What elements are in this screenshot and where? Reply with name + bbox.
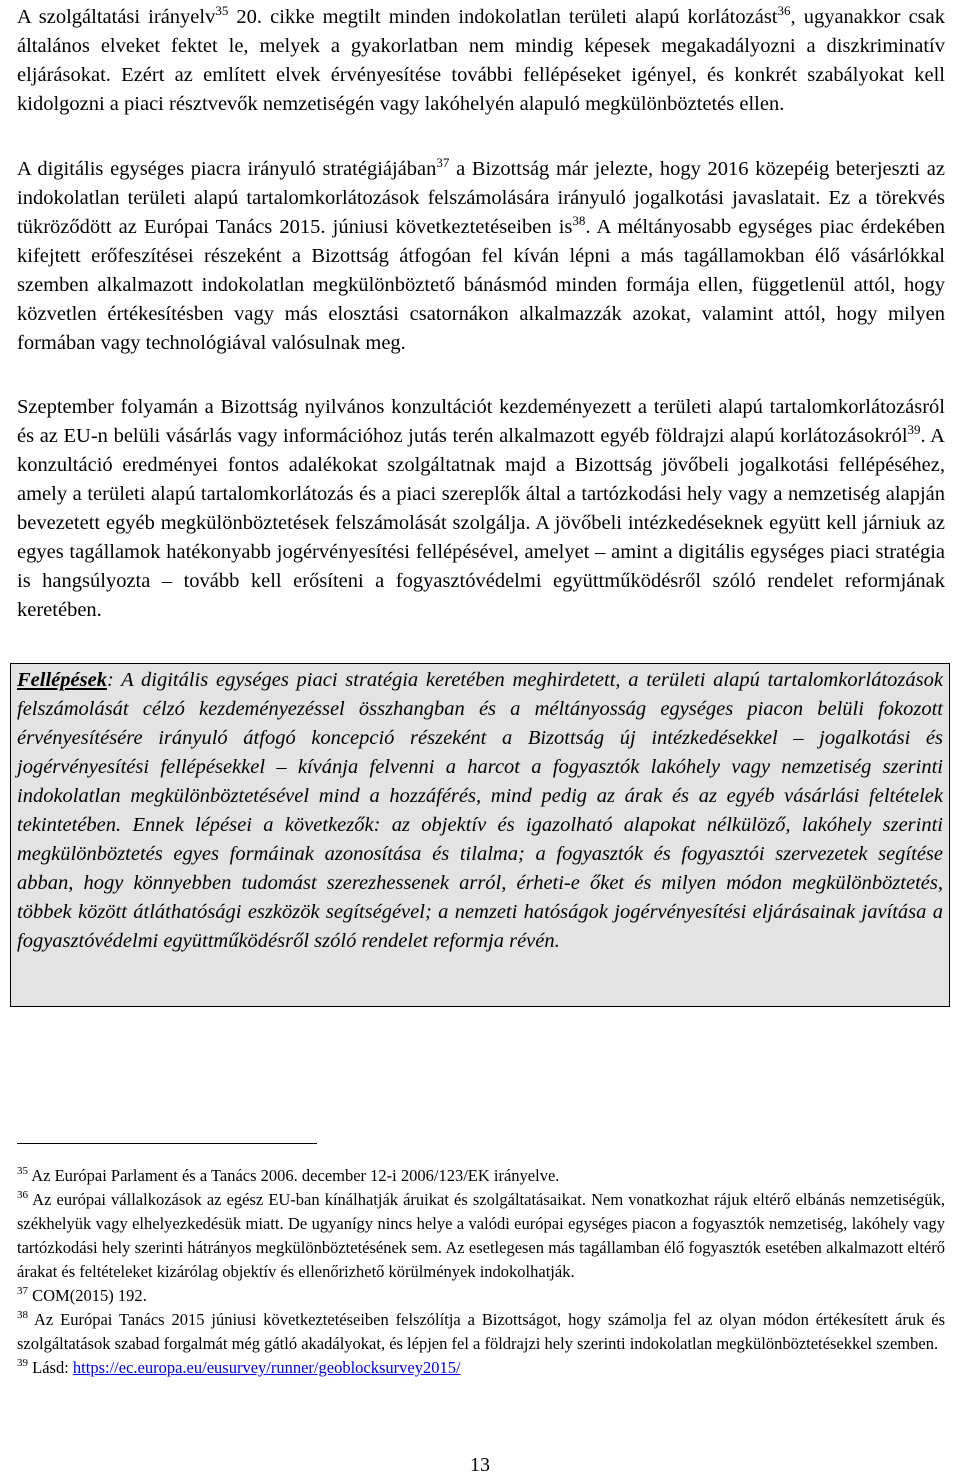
paragraph-text: . A konzultáció eredményei fontos adalékokat szolgáltatnak majd a Bizottság jövőbeli jogalkotási fellépéséhez, amely a területi alapú tartalomkorlátozás és a piaci szereplők által a tartózkodási hely vagy a nemzetiség alapján bevezetett egyéb megkülönböztetések felszámolását szolgálja. A jövőbeli intézkedéseknek együtt kell járniuk az egyes tagállamok hatékonyabb jogérvényesítési fellépésével, amelyet – amint a digitális egységes piaci stratégia is hangsúlyozta – tovább kell erősíteni a fogyasztóvédelmi együttműködésről szóló rendelet reformjának keretében. [17,425,945,621]
footnote-number: 38 [17,1309,28,1321]
actions-colon: : [106,669,114,691]
paragraph-consultation [17,393,945,625]
footnote-text: Lásd: [28,1358,73,1377]
footnote [17,1164,945,1188]
footnotes [17,1164,945,1380]
footnote-number: 37 [17,1285,28,1297]
paragraph-text: Szeptember folyamán a Bizottság nyilvános konzultációt kezdeményezett a területi alapú tartalomkorlátozásról és az EU-n belüli vásárlás vagy információhoz jutás terén alkalmazott egyéb földrajzi alapú korlátozásokról [17,396,945,447]
footnote [17,1188,945,1284]
actions-body: A digitális egységes piaci stratégia keretében meghirdetett, a területi alapú tartalomkorlátozások felszámolását célzó kezdeményezéssel összhangban és a méltányosság egységes piacon belüli fokozott érvényesítésére irányuló átfogó koncepció részeként a Bizottság új intézkedésekkel – jogalkotási és jogérvényesítési fellépésekkel – kívánja felvenni a harcot a fogyasztók lakóhely vagy nemzetiség szerinti indokolatlan megkülönböztetésével mind a hozzáférés, mind pedig az árak és az egyéb vásárlási feltételek tekintetében. Ennek lépései a következők: az objektív és igazolható alapokat nélkülöző, lakóhely szerinti megkülönböztetés egyes formáinak azonosítása és tilalma; a fogyasztók és fogyasztói szervezetek segítése abban, hogy könnyebben tudomást szerezhessenek arról, érheti-e őket és milyen módon megkülönböztetés, többek között átláthatósági eszközök segítségével; a nemzeti hatóságok jogérvényesítési eljárásainak javítása a fogyasztóvédelmi együttműködésről szóló rendelet reformja révén. [17,669,943,952]
paragraph-text: , ugyanakkor csak általános elveket fektet le, melyek a gyakorlatban nem mindig képesek megakadályozni a diszkriminatív eljárásokat. Ezért az említett elvek érvényesítése további fellépéseket igényel, és konkrét szabályokat kell kidolgozni a piaci résztvevők nemzetiségén vagy lakóhelyén alapuló megkülönböztetés ellen. [17,6,945,115]
footnote-reference[interactable]: 37 [436,155,450,170]
footnote-number: 35 [17,1165,28,1177]
paragraph-text: 20. cikke megtilt minden indokolatlan területi alapú korlátozást [228,6,778,28]
survey-link[interactable]: https://ec.europa.eu/eusurvey/runner/geoblocksurvey2015/ [72,1358,461,1377]
footnote-text: Az Európai Parlament és a Tanács 2006. december 12-i 2006/123/EK irányelve. [28,1166,560,1185]
footnote-reference[interactable]: 35 [215,3,229,18]
footnote-number: 39 [17,1357,28,1369]
paragraph-text: A szolgáltatási irányelv [17,6,216,28]
paragraph-services-directive [17,3,945,119]
footnote-text: Az Európai Tanács 2015 júniusi következtetéseiben felszólítja a Bizottságot, hogy számolja fel az olyan módon értékesített áruk és szolgáltatások szabad forgalmát még gátló akadályokat, és lépjen fel a földrajzi hely szerinti indokolatlan megkülönböztetésekkel szemben. [17,1310,945,1353]
footnote [17,1356,945,1380]
footnote-text: COM(2015) 192. [28,1286,147,1305]
paragraph-text: a Bizottság már jelezte, hogy 2016 közepéig beterjeszti az indokolatlan területi alapú tartalomkorlátozások felszámolására irányuló jogalkotási javaslatait. Ez a törekvés tükröződött az Európai Tanács 2015. júniusi következtetéseiben is [17,158,946,238]
footnote [17,1308,945,1356]
page-number: 13 [470,1454,490,1476]
footnote-reference[interactable]: 36 [777,3,791,18]
paragraph-text: A digitális egységes piacra irányuló stratégiájában [17,158,437,180]
footnote-text: Az európai vállalkozások az egész EU-ban kínálhatják áruikat és szolgáltatásaikat. Nem vonatkozhat rájuk eltérő elbánás nemzetiségük, székhelyük vagy elhelyezkedésük miatt. De ugyanígy nincs helye a valódi európai egységes piacon a fogyasztók nemzetiség, lakóhely vagy tartózkodási hely szerinti hátrányos megkülönböztetésének sem. Az esetlegesen más tagállamban élő fogyasztók esetében alkalmazott eltérő árakat és feltételeket kizárólag objektív és ellenőrizhető körülmények indokolhatják. [17,1190,945,1281]
actions-text [17,664,943,956]
footnote-number: 36 [17,1189,28,1201]
actions-heading: Fellépések [17,669,107,691]
paragraph-digital-single-market [17,155,945,358]
footnote-separator [17,1143,317,1144]
actions-box [10,663,950,1007]
footnote-reference[interactable]: 38 [572,213,586,228]
footnote-reference[interactable]: 39 [907,422,921,437]
paragraph-text: . A méltányosabb egységes piac érdekében kifejtett erőfeszítései részeként a Bizottság átfogóan fel kíván lépni a más tagállamokban élő vásárlókkal szemben alkalmazott indokolatlan megkülönböztető bánásmód minden formája ellen, függetlenül attól, hogy közvetlen értékesítésben vagy más elosztási csatornákon alkalmazzák azokat, valamint attól, hogy milyen formában vagy technológiával valósulnak meg. [17,216,945,354]
footnote [17,1284,945,1308]
